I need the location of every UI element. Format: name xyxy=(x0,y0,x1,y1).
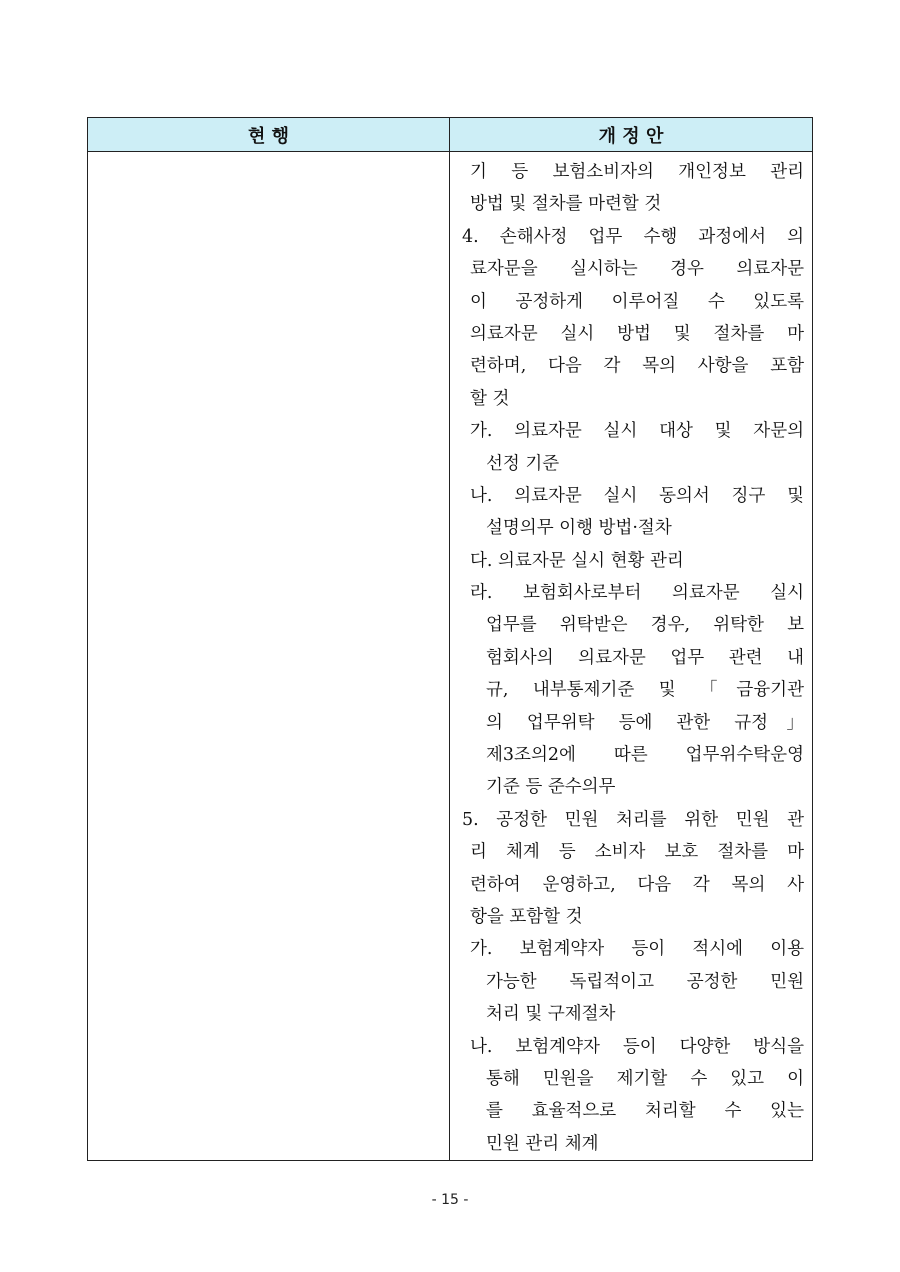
amendment-line: 의 업무위탁 등에 관한 규정」 xyxy=(486,712,804,733)
amendment-line: 나. 의료자문 실시 동의서 징구 및 xyxy=(470,485,804,506)
amendment-line: 통해 민원을 제기할 수 있고 이 xyxy=(486,1068,804,1089)
amendment-line: 가능한 독립적이고 공정한 민원 xyxy=(486,971,804,992)
amendment-line: 련하며, 다음 각 목의 사항을 포함 xyxy=(470,356,804,377)
amendment-line: 선정 기준 xyxy=(486,453,560,474)
amendment-line: 다. 의료자문 실시 현황 관리 xyxy=(470,550,684,571)
amendment-line: 기 등 보험소비자의 개인정보 관리 xyxy=(470,162,804,182)
amendment-line: 할 것 xyxy=(470,388,510,409)
amendment-line: 를 효율적으로 처리할 수 있는 xyxy=(486,1101,804,1122)
amendment-line: 의료자문 실시 방법 및 절차를 마 xyxy=(470,323,804,344)
amendment-line: 5. 공정한 민원 처리를 위한 민원 관 xyxy=(462,809,804,830)
amendment-line: 항을 포함할 것 xyxy=(470,906,583,927)
header-amendment: 개 정 안 xyxy=(450,118,813,152)
amendment-line: 제3조의2에 따른 업무위수탁운영 xyxy=(486,745,804,766)
table-body-row xyxy=(88,152,813,1161)
page-number: - 15 - xyxy=(431,1192,469,1208)
amendment-line: 가. 의료자문 실시 대상 및 자문의 xyxy=(470,421,804,442)
amendment-line: 가. 보험계약자 등이 적시에 이용 xyxy=(470,939,804,960)
amendment-line: 방법 및 절차를 마련할 것 xyxy=(470,194,662,215)
amendment-line: 기준 등 준수의무 xyxy=(486,777,616,798)
amendment-line: 련하여 운영하고, 다음 각 목의 사 xyxy=(470,874,804,895)
amendment-line: 4. 손해사정 업무 수행 과정에서 의 xyxy=(462,226,804,247)
amendment-lines xyxy=(456,156,806,1160)
amendment-line: 료자문을 실시하는 경우 의료자문 xyxy=(470,259,804,280)
amendment-line: 설명의무 이행 방법·절차 xyxy=(486,518,672,539)
amendment-line: 나. 보험계약자 등이 다양한 방식을 xyxy=(470,1036,804,1057)
header-current: 현 행 xyxy=(88,118,450,152)
amendment-line: 민원 관리 체계 xyxy=(486,1133,599,1154)
amendment-text-cell xyxy=(450,152,813,1161)
comparison-table xyxy=(87,117,813,1161)
table-header-row xyxy=(88,118,813,152)
amendment-line: 험회사의 의료자문 업무 관련 내 xyxy=(486,647,804,668)
amendment-line: 규, 내부통제기준 및 「금융기관 xyxy=(486,680,804,701)
amendment-line: 리 체계 등 소비자 보호 절차를 마 xyxy=(470,842,804,863)
amendment-line: 처리 및 구제절차 xyxy=(486,1004,616,1025)
amendment-line: 라. 보험회사로부터 의료자문 실시 xyxy=(470,583,804,604)
amendment-line: 이 공정하게 이루어질 수 있도록 xyxy=(470,291,804,312)
amendment-line: 업무를 위탁받은 경우, 위탁한 보 xyxy=(486,615,804,636)
current-text-cell xyxy=(88,152,450,1161)
